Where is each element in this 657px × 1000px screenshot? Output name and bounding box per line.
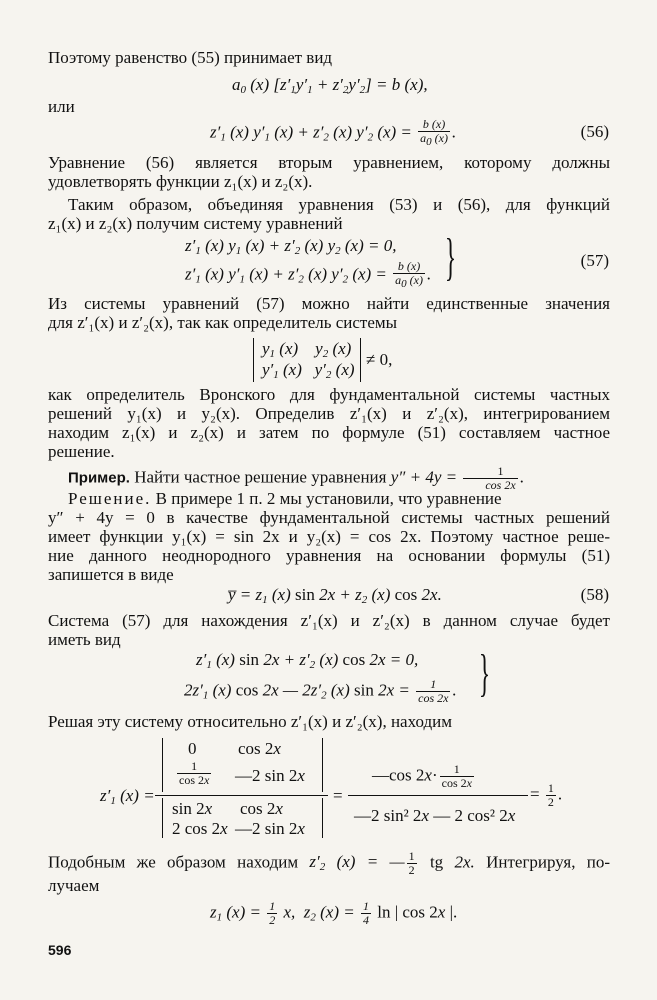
det-cell: 0 xyxy=(188,739,197,758)
text-line: Подобным же образом находим $z'_2$ (x) = — $\frac{1}{2}$ tg 2x. Интегрируя, по- xyxy=(48,849,611,877)
text-line: Из системы уравнений (57) можно найти единственные значения xyxy=(48,294,610,313)
final-result: $z_1$ (x) = $\frac{1}{2}$ x, $z_2$ (x) = $\frac{1}{4}$ ln | cos 2x |. xyxy=(210,899,458,927)
equation-55: $a_0$ (x) $[z'_1y'_1 + z'_2y'_2] = b$ (x), xyxy=(232,75,428,96)
equation-56: $z'_1$ (x) $y'_1$ $(x) + z'_2$ (x) $y'_2$ (x) = $\frac{b (x)}{a_0 (x)}$ . xyxy=(210,117,457,148)
text-line: решение. xyxy=(48,442,115,461)
system-line-1: $z'_1$ (x) $\sin 2x + z'_2$ (x) cos 2x = 0, xyxy=(196,650,419,671)
result: = $\frac{1}{2}$ . xyxy=(530,781,563,809)
equals: = xyxy=(333,786,343,805)
text-line: имеет функции y₁(x) = sin 2x и y₂(x) = cos 2x. Поэтому частное реше- xyxy=(48,527,610,546)
det-cell: $\frac{1}{\cos 2x}$ xyxy=(179,759,210,787)
system-57-line-1: $z'_1$ (x) $y_1$ $(x) + z'_2$ (x) $y_2$ (x) = 0, xyxy=(185,236,397,257)
wronskian-row-1: $y_1$ (x) $y_2$ (x) xyxy=(262,339,352,360)
text-line: y″ + 4y = 0 в качестве фундаментальной системы частных решений xyxy=(48,508,610,527)
text-line: ние данного неоднородного уравнения на основании формулы (51) xyxy=(48,546,610,565)
system-57-line-2: $z'_1$ (x) $y'_1$ $(x) + z'_2$ (x) $y'_2$ (x) = $\frac{b (x)}{a_0 (x)}$ . xyxy=(185,259,432,290)
det-cell: —2 sin 2x xyxy=(235,819,305,838)
text-line: Решая эту систему относительно z′₁(x) и z′₂(x), находим xyxy=(48,712,452,731)
det-cell: —2 sin 2x xyxy=(235,766,305,785)
denominator: —2 sin² 2x — 2 cos² 2x xyxy=(354,806,516,825)
text-line: решений y₁(x) и y₂(x). Определив z′₁(x) и z′₂(x), интегрированием xyxy=(48,404,610,423)
text: Подобным же образом находим xyxy=(48,852,299,872)
text-line: как определитель Вронского для фундаментальной системы частных xyxy=(48,385,610,404)
example-text: Найти частное решение уравнения xyxy=(134,467,387,487)
example-line: Пример. Найти частное решение уравнения y″ + 4y = $\frac{1}{\cos 2x}$ . xyxy=(68,464,524,492)
determinant-bar-right xyxy=(322,738,323,792)
wronskian-row-2: $y'_1$ (x) $y'_2$ (x) xyxy=(262,360,355,381)
page-number: 596 xyxy=(48,942,72,958)
text-line: иметь вид xyxy=(48,630,121,649)
text-line: удовлетворять функции z₁(x) и z₂(x). xyxy=(48,172,313,191)
text-line: находим z₁(x) и z₂(x) и затем по формуле (51) составляем частное xyxy=(48,423,610,442)
determinant-bar-right xyxy=(322,798,323,838)
text-line: Уравнение (56) является вторым уравнением, которому должны xyxy=(48,153,610,172)
fraction-bar xyxy=(348,795,528,796)
text-line: z₁(x) и z₂(x) получим систему уравнений xyxy=(48,214,343,233)
z1-prime-label: $z'_1$ (x) = xyxy=(100,786,155,807)
fraction-bar xyxy=(155,795,328,796)
text-line: Система (57) для нахождения z′₁(x) и z′₂(x) в данном случае будет xyxy=(48,611,610,630)
system-line-2: $2z'_1$ (x) cos 2x — $2z'_2$ (x) sin 2x = $\frac{1}{\cos 2x}$ . xyxy=(184,677,457,705)
equation-58: y̅ = $z_1$ (x) $\sin 2x + z_2$ (x) cos 2x. xyxy=(228,585,442,606)
determinant-bar-right xyxy=(360,338,361,382)
text: Интегрируя, по- xyxy=(486,852,611,872)
determinant-bar-left xyxy=(253,338,254,382)
det-cell: 2 cos 2x xyxy=(172,819,228,838)
text-line: для z′₁(x) и z′₂(x), так как определитель системы xyxy=(48,313,398,332)
text-line: лучаем xyxy=(48,876,100,895)
determinant-bar-left xyxy=(162,738,163,792)
det-cell: cos 2x xyxy=(240,799,283,818)
example-label: Пример. xyxy=(68,469,130,487)
equation-number-57: (57) xyxy=(580,251,609,270)
determinant-bar-left xyxy=(162,798,163,838)
text: В примере 1 п. 2 мы установили, что уравнение xyxy=(155,489,502,508)
det-cell: cos 2x xyxy=(238,739,281,758)
equation-number-56: (56) xyxy=(580,122,609,141)
text-line: запишется в виде xyxy=(48,565,174,584)
text-or: или xyxy=(48,97,75,116)
right-brace: } xyxy=(478,645,491,702)
numerator: —cos 2x· $\frac{1}{\cos 2x}$ xyxy=(372,762,472,790)
solution-label: Решение. xyxy=(68,489,152,508)
not-zero: ≠ 0, xyxy=(366,350,393,369)
text-line: Таким образом, объединяя уравнения (53) и (56), для функций xyxy=(68,195,610,214)
right-brace: } xyxy=(444,229,457,286)
text-line: Поэтому равенство (55) принимает вид xyxy=(48,48,333,67)
equation-number-58: (58) xyxy=(580,585,609,604)
det-cell: sin 2x xyxy=(172,799,213,818)
solution-line xyxy=(48,489,610,508)
